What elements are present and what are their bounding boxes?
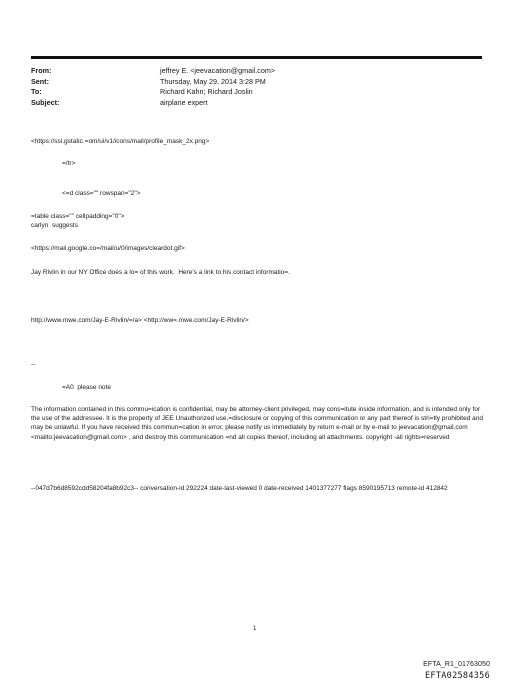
- from-value: jeffrey E. <jeevacation@gmail.com>: [160, 66, 276, 75]
- body-line-please-note: =A0 please note: [62, 384, 111, 391]
- email-header: [31, 66, 482, 108]
- header-rule: [31, 56, 482, 59]
- to-label: To:: [31, 87, 42, 96]
- body-line-link: http://www.mwe.com/Jay-E-Rivlin/=/a> <http://ww=.mwe.com/Jay-E-Rivlin/>: [31, 317, 249, 324]
- body-line-rivlin: Jay Rivlin in our NY Office does a lo= of this work. Here's a link to his contact informatio=.: [31, 269, 290, 276]
- subject-label: Subject:: [31, 97, 60, 107]
- sent-value: Thursday, May 29, 2014 3:28 PM: [160, 76, 266, 86]
- subject-row: [31, 98, 482, 109]
- to-row: [31, 87, 482, 98]
- body-line-td: <=d class="" rowspan="2">: [62, 190, 141, 197]
- sent-label: Sent:: [31, 76, 49, 86]
- message-metadata: --047d7b6d8592cdd58204fa8b92c3-- conversation-id 292224 date-last-viewed 0 date-received 1401377277 flags 8590195713 remote-id 412842: [31, 485, 448, 492]
- to-value: Richard Kahn; Richard Joslin: [160, 87, 253, 96]
- body-line-dashes: --: [31, 361, 36, 368]
- page-number: 1: [253, 626, 257, 632]
- subject-value: airplane expert: [160, 97, 208, 107]
- confidentiality-disclaimer: The information contained in this commu=ication is confidential, may be attorney-client privileged, may cons=itute inside information, and is intended only for the use of the addressee. It is the property of JEE Unauthorized use,=disclosure or copying of this communication or any part thereof is stri=tly prohibited and may be unlawful. If you have received this commun=cation in error, please notify us immediately by return e-mail or by e-mail to jeevacation@gmail.com <mailto:jeevacation@gmail.com> , and destroy this communication =nd all copies thereof, including all attachments. copyright -all rights=reserved: [31, 406, 485, 441]
- from-row: [31, 66, 482, 77]
- sent-row: [31, 77, 482, 88]
- body-line-image-url: <https://ssl.gstatic.=om/ui/v1/icons/mail/profile_mask_2x.png>: [31, 138, 210, 145]
- body-line-table: =table class="" cellpadding="0">: [31, 213, 125, 220]
- from-label: From:: [31, 66, 52, 75]
- footer-id-primary: EFTA_R1_01763050: [423, 661, 490, 668]
- body-line-tr: =/tr>: [62, 160, 76, 167]
- footer-id-secondary: EFTA02584356: [424, 671, 490, 681]
- body-line-suggests: carlyn suggests: [31, 222, 78, 229]
- body-line-cleardot: <https://mail.google.co=/mail/u/0/images/cleardot.gif>: [31, 245, 185, 252]
